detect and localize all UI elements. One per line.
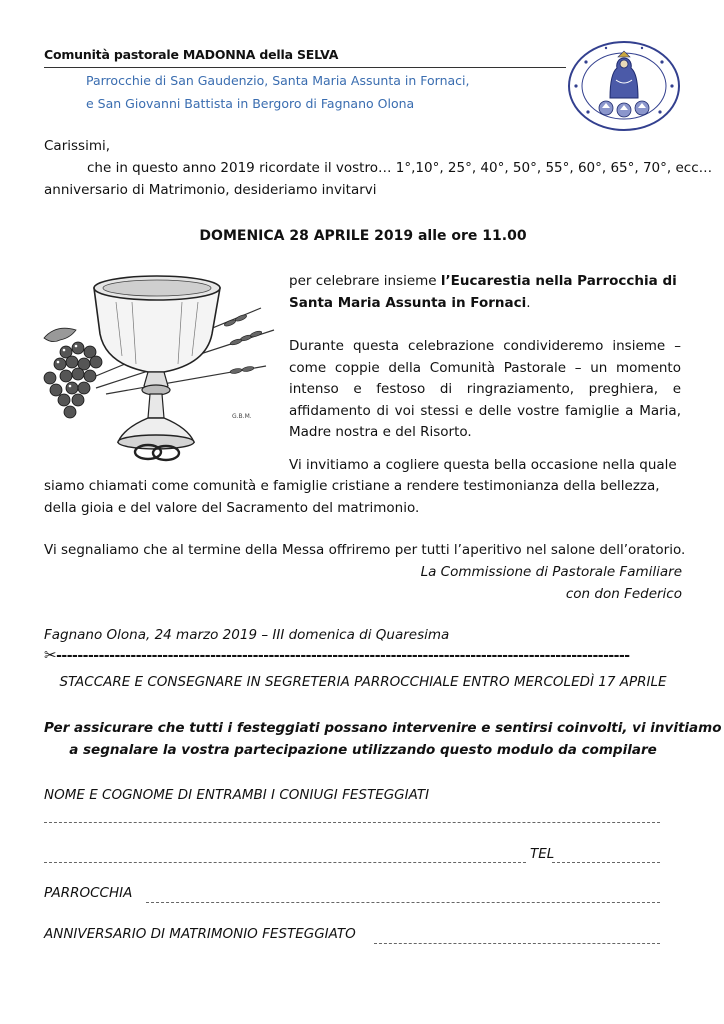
- intro-line-2: anniversario di Matrimonio, desideriamo invitarvi: [44, 182, 377, 198]
- madonna-della-selva-seal-logo: [566, 40, 682, 132]
- signature-commission: La Commissione di Pastorale Familiare: [420, 564, 682, 580]
- aperitif-notice: Vi segnaliamo che al termine della Messa offriremo per tutti l’aperitivo nel salone dell’oratorio.: [44, 542, 686, 558]
- header-divider: [44, 67, 566, 68]
- tel-input-line[interactable]: [552, 862, 660, 863]
- cut-line: [44, 646, 660, 664]
- artist-mark: G.B.M.: [232, 413, 252, 420]
- chalice-illustration: [36, 268, 276, 464]
- celebrate-prefix: per celebrare insieme: [289, 273, 441, 289]
- eucharist-location: l’Eucarestia nella Parrocchia di Santa Maria Assunta in Fornaci: [289, 273, 677, 311]
- celebrate-suffix: .: [526, 294, 531, 311]
- celebration-paragraph: Durante questa celebrazione condivideremo insieme – come coppie della Comunità Pastorale – un momento intenso e festoso di ringraziamento, preghiera, e affidamento di voi stessi e delle vostre famiglie a Maria, Madre nostra e del Risorto.: [289, 338, 681, 440]
- community-title: Comunità pastorale MADONNA della SELVA: [44, 47, 339, 62]
- parish-input-line[interactable]: [146, 902, 660, 903]
- signature-priest: con don Federico: [565, 586, 682, 602]
- parish-label: PARROCCHIA: [44, 885, 133, 901]
- intro-line-1: che in questo anno 2019 ricordate il vostro… 1°,10°, 25°, 40°, 50°, 55°, 60°, 65°, 70°, ecc…: [87, 160, 713, 176]
- invitation-paragraph-rest: siamo chiamati come comunità e famiglie cristiane a rendere testimonianza della bellezza, della gioia e del valore del Sacramento del matrimonio.: [44, 478, 660, 516]
- spouses-names-line-2[interactable]: [44, 862, 526, 863]
- event-date-heading: DOMENICA 28 APRILE 2019 alle ore 11.00: [199, 228, 527, 244]
- spouses-names-label: NOME E COGNOME DI ENTRAMBI I CONIUGI FESTEGGIATI: [44, 787, 430, 803]
- tel-label: TEL: [530, 846, 555, 862]
- anniversary-input-line[interactable]: [374, 943, 660, 944]
- parishes-line-1: Parrocchie di San Gaudenzio, Santa Maria Assunta in Fornaci,: [86, 73, 470, 88]
- spouses-names-line-1[interactable]: [44, 822, 660, 823]
- form-instruction: STACCARE E CONSEGNARE IN SEGRETERIA PARROCCHIALE ENTRO MERCOLEDÌ 17 APRILE: [59, 674, 667, 690]
- invitation-paragraph-first-line: Vi invitiamo a cogliere questa bella occasione nella quale: [289, 457, 677, 473]
- form-notice-line-1: Per assicurare che tutti i festeggiati possano intervenire e sentirsi coinvolti, vi invitiamo: [44, 720, 722, 736]
- cut-dashes: ------------------------------------------------------------------------------------------------------------: [56, 648, 630, 664]
- scissors-icon: ✂: [44, 646, 57, 664]
- parishes-line-2: e San Giovanni Battista in Bergoro di Fagnano Olona: [86, 96, 415, 111]
- greeting: Carissimi,: [44, 138, 111, 154]
- place-and-date: Fagnano Olona, 24 marzo 2019 – III domenica di Quaresima: [44, 627, 450, 643]
- form-notice-line-2: a segnalare la vostra partecipazione utilizzando questo modulo da compilare: [69, 742, 657, 758]
- celebrate-paragraph: [289, 271, 681, 314]
- anniversary-label: ANNIVERSARIO DI MATRIMONIO FESTEGGIATO: [44, 926, 356, 942]
